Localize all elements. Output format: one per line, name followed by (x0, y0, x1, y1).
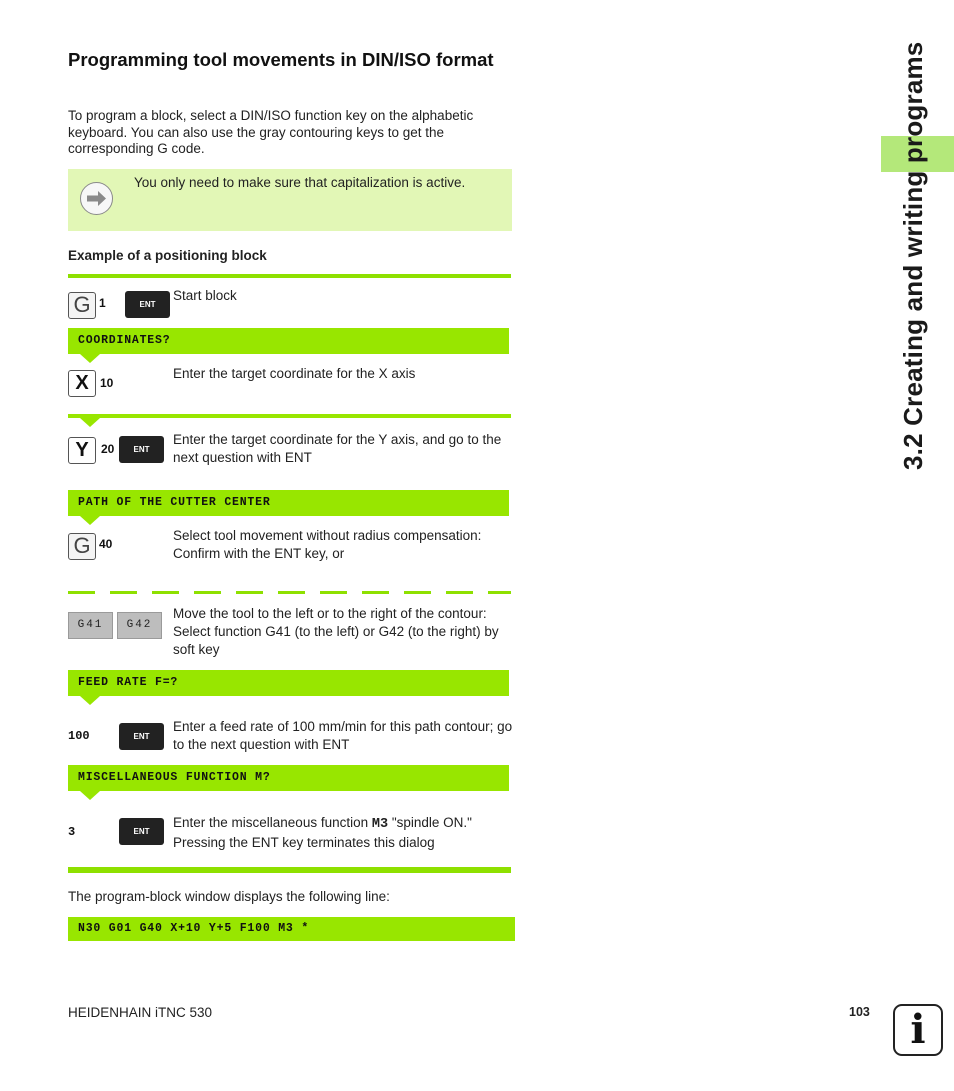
g40-value: 40 (99, 537, 113, 551)
g42-soft-key: G42 (117, 612, 162, 639)
result-intro: The program-block window displays the following line: (68, 889, 390, 904)
chapter-title: 3.2 Creating and writing programs (898, 41, 928, 470)
section-rule (68, 274, 511, 278)
misc-description (173, 814, 513, 852)
feed-prompt (68, 670, 509, 696)
y-value: 20 (101, 442, 115, 456)
ent-key: ENT (125, 291, 170, 318)
m3-code: M3 (371, 817, 389, 832)
g40-description: Select tool movement without radius compensation: Confirm with the ENT key, or (173, 528, 482, 561)
coordinates-prompt-text: COORDINATES? (78, 334, 171, 347)
x-key: X (68, 370, 96, 397)
g-key: G (68, 533, 96, 560)
info-icon: i (893, 1004, 943, 1056)
misc-text-after: "spindle ON." Pressing the ENT key terminates this dialog (173, 815, 472, 850)
x-divider (68, 414, 511, 418)
arrow-right-icon (80, 182, 113, 215)
ent-key: ENT (119, 818, 164, 845)
alternative-divider (68, 591, 511, 594)
note-text: You only need to make sure that capitalization is active. (134, 175, 466, 190)
start-value: 1 (99, 296, 106, 310)
result-line-box (68, 917, 515, 941)
y-description: Enter the target coordinate for the Y axis, and go to the next question with ENT (173, 432, 502, 465)
page-number: 103 (849, 1005, 870, 1019)
misc-value: 3 (68, 825, 76, 839)
note-box (68, 169, 512, 231)
misc-prompt (68, 765, 509, 791)
feed-description: Enter a feed rate of 100 mm/min for this path contour; go to the next question with ENT (173, 719, 513, 752)
result-line: N30 G01 G40 X+10 Y+5 F100 M3 * (78, 922, 310, 935)
example-subheading: Example of a positioning block (68, 248, 267, 263)
soft-key-description: Move the tool to the left or to the right of the contour: Select function G41 (to the left) or G42 (to the right) by soft key (173, 606, 499, 657)
intro-paragraph: To program a block, select a DIN/ISO function key on the alphabetic keyboard. You can also use the gray contouring keys to get the corresponding G code. (68, 108, 474, 156)
g-key: G (68, 292, 96, 319)
y-key: Y (68, 437, 96, 464)
x-value: 10 (100, 376, 114, 390)
feed-value: 100 (68, 729, 90, 743)
misc-text-before: Enter the miscellaneous function (173, 815, 372, 830)
x-description: Enter the target coordinate for the X axis (173, 366, 416, 381)
section-end-rule (68, 867, 511, 873)
misc-prompt-text: MISCELLANEOUS FUNCTION M? (78, 771, 271, 784)
footer-brand: HEIDENHAIN iTNC 530 (68, 1005, 213, 1020)
feed-prompt-text: FEED RATE F=? (78, 676, 179, 689)
path-prompt-text: PATH OF THE CUTTER CENTER (78, 496, 271, 509)
start-description: Start block (173, 288, 237, 303)
path-prompt (68, 490, 509, 516)
g41-soft-key: G41 (68, 612, 113, 639)
coordinates-prompt (68, 328, 509, 354)
ent-key: ENT (119, 723, 164, 750)
ent-key: ENT (119, 436, 164, 463)
section-heading: Programming tool movements in DIN/ISO format (68, 49, 494, 70)
